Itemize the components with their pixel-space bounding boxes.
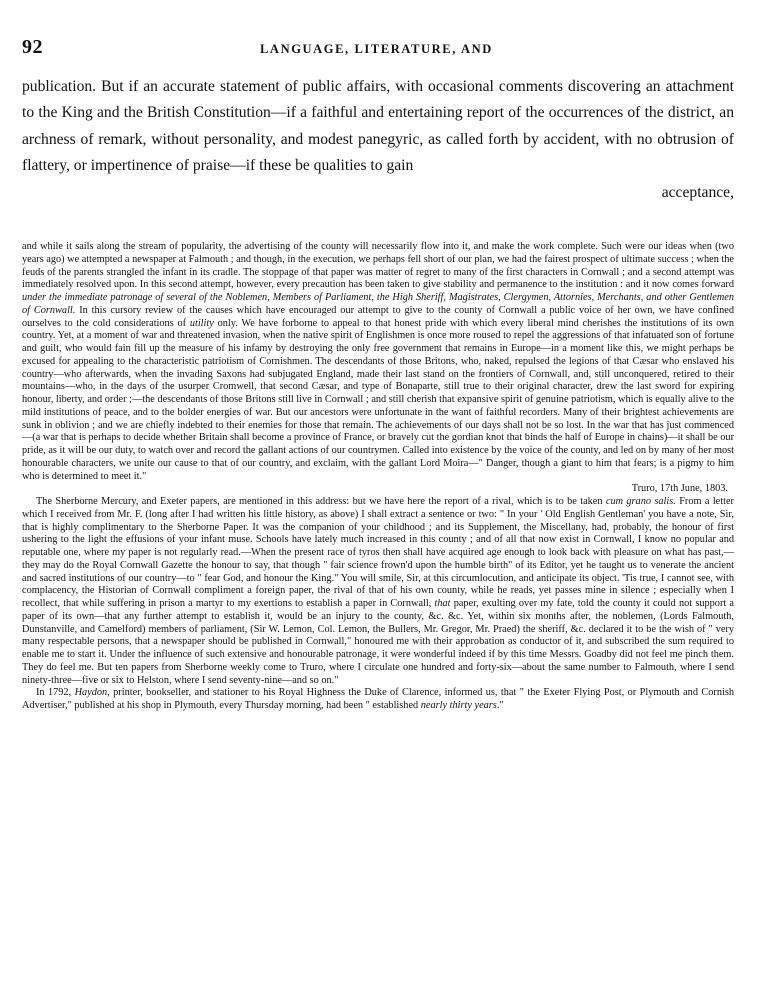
haydon-text-part-2: , printer, bookseller, and stationer to his Royal Highness the Duke of Clarence, informed us, that " the Exeter Flying Post, or Plymouth and Cornish Advertiser," published at his shop in Plymouth, every Thursday morning, had been " established	[22, 687, 734, 711]
utility-italic: utility	[189, 317, 214, 329]
quoted-address-text	[22, 241, 734, 713]
address-text-part-3: only. We have forborne to appeal to that honest pride with which every liberal mind cherishes the institutions of its own country. Yet, at a moment of war and threatened invasion, when the native spirit of Englishmen is once more roused to repel the aggressions of that infatuated son of fortune and guilt, who would fain fill up the measure of his infamy by destroying the only free government that remains in Europe—in a moment like this, we might perhaps be excused for appealing to the characteristic patriotism of Cornishmen. The descendants of those Britons, who, naked, repulsed the legions of that Cæsar who enslaved his country—who afterwards, when the invading Saxons had subjugated England, made their last stand on the frontiers of Cornwall, and, still unconquered, retired to their mountains—who, in the days of the usurper Cromwell, that second Cæsar, and type of Bonaparte, still true to their original character, drew the last sword for expiring honour, liberty, and order ;—the descendants of those Britons still live in Cornwall ; and still cherish that expansive spirit of genuine patriotism, which is equally alive to the mild institutions of peace, and to the bolder energies of war. But our ancestors were unfortunate in the want of faithful recorders. Many of their brightest achievements are sunk in oblivion ; and we are chiefly indebted to their enemies for those that remain. The achievements of our days shall not be so lost. In the war that has just commenced—(a war that is perhaps to decide whether Britain shall become a province of France, or bravely cut the gordian knot that binds the half of Europe in chains)—it shall be our pride, as it will be our duty, to watch over and record the gallant actions of our countrymen. Called into existence by the voice of the county, and led on by many of her most honourable characters, we unite our cause to that of our country, and exclaim, with the gallant Lord Moira—" Danger, though a giant to him that fears; is a pigmy to him who is determined to meet it."	[22, 317, 734, 482]
rival-text-part-3: paper, exulting over my fate, told the county it could not support a paper of its own—that any further attempt to establish it, would be an injury to the county, &c. &c. Yet, within six months after, the noblemen, (Lords Falmouth, Dunstanville, and Camelford) members of parliament, (Sir W. Lemon, Col. Lemon, the Bullers, Mr. Gregor, Mr. Praed) the sheriff, &c. declared it to be the wish of " very many respectable persons, that a newspaper should be published in Cornwall," honoured me with their approbation as conductor of it, and subscribed the sum required to enable me to start it. Under the influence of such extensive and honourable patronage, it were wonderful indeed if by this time Messrs. Goadby did not feel me pinch them. They do feel me. But ten papers from Sherborne weekly come to Truro, where I circulate one hundred and forty-six—about the same number to Falmouth, where I send ninety-three—five or six to Helston, where I send seventy-nine—and so on."	[22, 598, 734, 686]
rival-paragraph	[22, 496, 734, 687]
lead-paragraph-block	[22, 74, 734, 206]
page-header	[22, 36, 738, 60]
haydon-text-part-3: ."	[496, 700, 504, 711]
haydon-italic: Haydon	[74, 687, 108, 699]
thirty-years-italic: nearly thirty years	[420, 700, 497, 711]
page-number: 92	[22, 36, 43, 58]
running-title: LANGUAGE, LITERATURE, AND	[260, 42, 493, 56]
that-italic: that	[434, 598, 451, 609]
lead-last-word: acceptance,	[661, 183, 734, 201]
address-text-part-2: In this cursory review of the causes which have encouraged our attempt to give to the county of Cornwall a public voice of her own, we have confined ourselves to the cold considerations of	[22, 304, 734, 329]
lead-paragraph: publication. But if an accurate statement of public affairs, with occasional comments discovering an attachment to the King and the British Constitution—if a faithful and entertaining report of the occurrences of the district, an archness of remark, without personality, and modest panegyric, as called forth by accident, with no obtrusion of flattery, or impertinence of praise—if these be qualities to gain	[22, 78, 734, 175]
grano-salis-italic: cum grano salis.	[605, 496, 676, 507]
address-paragraph	[22, 241, 734, 483]
haydon-text-part-1: In 1792,	[36, 687, 75, 699]
address-signature: Truro, 17th June, 1803.	[631, 483, 728, 495]
haydon-paragraph	[22, 687, 734, 713]
rival-text-part-2: From a letter which I received from Mr. F. (long after I had written his little history, as above) I shall extract a sentence or two: " In your ' Old English Gentleman' you have a note, Sir, that is highly complimentary to the Sherborne Paper. It was the companion of your childhood ; and its Supplement, the Miscellany, had, probably, the honour of first ushering to the light the effusions of your infant muse. Schools have lately much increased in this county ; and of all that now exist in Cornwall, I know no popular and reputable one, where my paper is not regularly read.—When the present race of tyros then shall have acquired age enough to look back with pleasure on what has past,—they may do the Royal Cornwall Gazette the honour to say, that though " fair science frown'd upon the humble birth" of its Editor, yet he taught us to venerate the ancient and sacred institutions of our country—to " fear God, and honour the King." You will smile, Sir, at this circumlocution, and anticipate its object. 'Tis true, I cannot see, with complacency, the Historian of Cornwall compliment a foreign paper, the rival of that of his own county, while he reads, yet passes mine in silence ; especially when I recollect, that while suffering in prison a martyr to my exertions to establish a paper in Cornwall,	[22, 496, 734, 609]
rival-text-part-1: The Sherborne Mercury, and Exeter papers, are mentioned in this address: but we have here the report of a rival, which is to be taken	[36, 496, 606, 507]
patronage-italic: under the immediate patronage of several of the Noblemen, Members of Parliament, the High Sheriff, Magistrates, Clergymen, Attornies, Merchants, and other Gentlemen of Cornwall.	[22, 292, 734, 316]
address-text-part-1: and while it sails along the stream of popularity, the advertising of the county will necessarily flow into it, and make the work complete. Such were our ideas when (two years ago) we attempted a newspaper at Falmouth ; and though, in the execution, we perhaps fell short of our plan, we had the fairest prospect of ultimate success ; when the feuds of the parents strangled the infant in its cradle. The stoppage of that paper was matter of regret to many of the first characters in Cornwall ; and a second attempt was immediately resolved upon. In this second attempt, however, every precaution has been taken to give stability and permanence to the institution : and it now comes forward	[22, 241, 734, 291]
